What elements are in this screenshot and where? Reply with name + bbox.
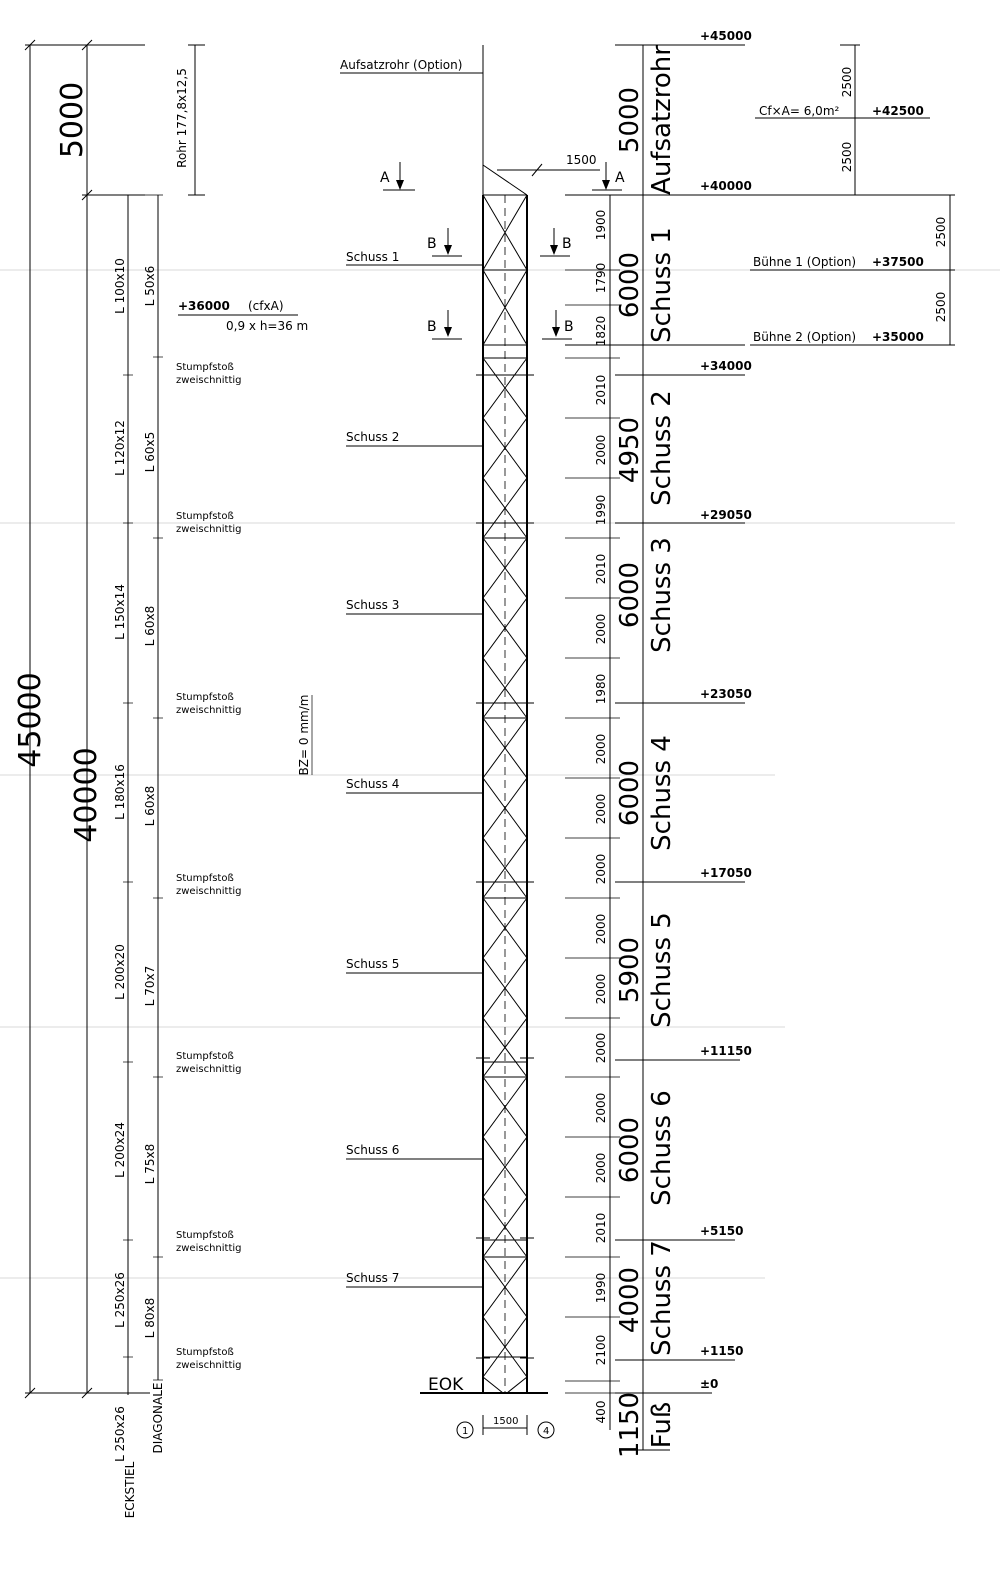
corner-profile-2: L 120x12 [113, 420, 127, 476]
corner-profile-6: L 200x24 [113, 1122, 127, 1178]
svg-text:1: 1 [462, 1426, 469, 1437]
dim-5000-left: 5000 [55, 81, 90, 159]
diagonal-profile-4: L 60x8 [143, 785, 157, 827]
corner-profile-5: L 200x20 [113, 944, 127, 1000]
right-dim-2500-4: 2500 [934, 291, 948, 323]
level-23050: +23050 [700, 687, 752, 701]
seg-1820: 1820 [594, 315, 608, 347]
pipe-label: Rohr 177,8x12,5 [175, 68, 189, 168]
seg-2000-d: 2000 [594, 793, 608, 825]
seg-2000-b: 2000 [594, 613, 608, 645]
sec-dim-6000-1: 6000 [615, 251, 645, 319]
chain-ticks [123, 357, 163, 1380]
level-40000: +40000 [700, 179, 752, 193]
level-45000: +45000 [700, 29, 752, 43]
sec-name-schuss-1: Schuss 1 [647, 227, 677, 343]
svg-text:Stumpfstoß: Stumpfstoß [176, 1051, 234, 1062]
diagonal-profile-2: L 60x5 [143, 431, 157, 473]
shot-label-3 [346, 598, 483, 614]
platform-2-label: Bühne 2 (Option) [753, 330, 857, 344]
svg-text:zweischnittig: zweischnittig [176, 886, 242, 897]
guide-lines [0, 270, 1000, 1278]
cfxa-note [178, 299, 308, 333]
seg-2000-h: 2000 [594, 1032, 608, 1064]
shot-label-6 [346, 1143, 483, 1159]
svg-text:zweischnittig: zweischnittig [176, 1360, 242, 1371]
svg-text:zweischnittig: zweischnittig [176, 375, 242, 386]
shot-label-4 [346, 777, 483, 793]
seg-2000-g: 2000 [594, 973, 608, 1005]
tower [340, 45, 625, 1438]
right-dimensions [565, 29, 955, 1458]
top-pipe-label: Aufsatzrohr (Option) [340, 58, 463, 72]
section-b-1-left [427, 228, 462, 256]
level-37500: +37500 [872, 255, 924, 269]
joint-note-1 [176, 362, 242, 386]
label-eckstiel: ECKSTIEL [123, 1461, 137, 1519]
shot-label-2 [346, 430, 483, 446]
seg-1900: 1900 [594, 209, 608, 241]
diagonal-profile-7: L 80x8 [143, 1297, 157, 1339]
diagonal-profile-1: L 50x6 [143, 265, 157, 307]
seg-2010-b: 2010 [594, 553, 608, 585]
svg-text:+36000: +36000 [178, 299, 230, 313]
sec-name-schuss-3: Schuss 3 [647, 537, 677, 653]
seg-2100: 2100 [594, 1334, 608, 1366]
level-1150: +1150 [700, 1344, 744, 1358]
right-dim-2500-1: 2500 [840, 66, 854, 98]
level-11150: +11150 [700, 1044, 752, 1058]
svg-text:Stumpfstoß: Stumpfstoß [176, 511, 234, 522]
seg-2000-c: 2000 [594, 733, 608, 765]
corner-profile-4: L 180x16 [113, 764, 127, 820]
svg-text:B: B [562, 236, 572, 252]
seg-2000-e: 2000 [594, 853, 608, 885]
svg-text:1500: 1500 [493, 1416, 519, 1427]
svg-text:B: B [427, 319, 437, 335]
sec-name-schuss-5: Schuss 5 [647, 912, 677, 1028]
dim-40000: 40000 [69, 747, 104, 843]
svg-text:zweischnittig: zweischnittig [176, 524, 242, 535]
seg-1790: 1790 [594, 262, 608, 294]
bz-note: BZ= 0 mm/m [297, 694, 311, 776]
sec-name-fuss: Fuß [647, 1401, 677, 1449]
shot-label-7 [346, 1271, 483, 1287]
right-dim-2500-2: 2500 [840, 141, 854, 173]
seg-2000-i: 2000 [594, 1092, 608, 1124]
svg-text:4: 4 [543, 1426, 550, 1437]
dim-1500-top: 1500 [566, 153, 597, 167]
seg-2000-j: 2000 [594, 1152, 608, 1184]
svg-text:zweischnittig: zweischnittig [176, 1243, 242, 1254]
svg-text:Schuss 2: Schuss 2 [346, 430, 400, 444]
section-b-2-right [542, 310, 574, 339]
level-34000: +34000 [700, 359, 752, 373]
joint-note-4 [176, 873, 242, 897]
diagonal-profile-5: L 70x7 [143, 965, 157, 1007]
seg-1990-b: 1990 [594, 1272, 608, 1304]
sec-dim-4950: 4950 [615, 416, 645, 484]
diagonal-profile-6: L 75x8 [143, 1143, 157, 1185]
ground-label: EOK [428, 1375, 464, 1395]
svg-text:B: B [564, 319, 574, 335]
seg-1980: 1980 [594, 673, 608, 705]
seg-2010-a: 2010 [594, 374, 608, 406]
level-0: ±0 [700, 1377, 719, 1391]
corner-profile-1: L 100x10 [113, 258, 127, 314]
label-diagonale: DIAGONALE [151, 1382, 165, 1454]
seg-2000-f: 2000 [594, 913, 608, 945]
svg-text:Schuss 4: Schuss 4 [346, 777, 400, 791]
sec-name-aufsatzrohr: Aufsatzrohr [647, 45, 677, 195]
level-5150: +5150 [700, 1224, 744, 1238]
sec-name-schuss-7: Schuss 7 [647, 1240, 677, 1356]
section-b-1-right [540, 228, 572, 256]
diagonal-profile-3: L 60x8 [143, 605, 157, 647]
joint-note-7 [176, 1347, 242, 1371]
segment-ticks [565, 195, 620, 1393]
sec-dim-5900: 5900 [615, 936, 645, 1004]
sec-dim-6000-4: 6000 [615, 759, 645, 827]
svg-text:Stumpfstoß: Stumpfstoß [176, 1230, 234, 1241]
svg-text:Schuss 1: Schuss 1 [346, 250, 400, 264]
svg-text:Schuss 5: Schuss 5 [346, 957, 400, 971]
section-a-left [380, 162, 415, 190]
joint-note-3 [176, 692, 242, 716]
sec-dim-6000-3: 6000 [615, 561, 645, 629]
svg-text:Stumpfstoß: Stumpfstoß [176, 873, 234, 884]
seg-1990-a: 1990 [594, 494, 608, 526]
cfxa-right: Cf×A= 6,0m² [759, 104, 840, 118]
sec-dim-5000: 5000 [615, 86, 645, 154]
svg-text:Schuss 6: Schuss 6 [346, 1143, 400, 1157]
joint-note-6 [176, 1230, 242, 1254]
level-35000: +35000 [872, 330, 924, 344]
shot-label-1 [346, 250, 483, 265]
level-42500: +42500 [872, 104, 924, 118]
platform-1-label: Bühne 1 (Option) [753, 255, 857, 269]
section-b-2-left [427, 310, 462, 339]
sec-name-schuss-2: Schuss 2 [647, 390, 677, 506]
level-17050: +17050 [700, 866, 752, 880]
corner-profile-3: L 150x14 [113, 584, 127, 640]
section-a-right [592, 162, 625, 190]
corner-profile-7: L 250x26 [113, 1272, 127, 1328]
svg-text:zweischnittig: zweischnittig [176, 705, 242, 716]
corner-profile-8: L 250x26 [113, 1406, 127, 1462]
right-dim-2500-3: 2500 [934, 216, 948, 248]
svg-text:Schuss 7: Schuss 7 [346, 1271, 400, 1285]
svg-text:Schuss 3: Schuss 3 [346, 598, 400, 612]
seg-2000-a: 2000 [594, 434, 608, 466]
svg-text:0,9 x h=36 m: 0,9 x h=36 m [226, 319, 309, 333]
svg-text:B: B [427, 236, 437, 252]
svg-text:Stumpfstoß: Stumpfstoß [176, 692, 234, 703]
sec-dim-1150: 1150 [615, 1391, 645, 1459]
joint-note-5 [176, 1051, 242, 1075]
sec-dim-4000: 4000 [615, 1266, 645, 1334]
svg-text:Stumpfstoß: Stumpfstoß [176, 362, 234, 373]
dim-45000: 45000 [13, 672, 48, 768]
svg-text:Stumpfstoß: Stumpfstoß [176, 1347, 234, 1358]
seg-2010-c: 2010 [594, 1212, 608, 1244]
sec-dim-6000-6: 6000 [615, 1116, 645, 1184]
sec-name-schuss-4: Schuss 4 [647, 735, 677, 851]
level-29050: +29050 [700, 508, 752, 522]
seg-400: 400 [594, 1400, 608, 1424]
svg-text:zweischnittig: zweischnittig [176, 1064, 242, 1075]
svg-text:(cfxA): (cfxA) [248, 299, 284, 313]
left-dimensions [13, 40, 312, 1518]
svg-text:A: A [615, 170, 625, 186]
bottom-dimension [457, 1415, 554, 1438]
sec-name-schuss-6: Schuss 6 [647, 1090, 677, 1206]
svg-text:A: A [380, 170, 390, 186]
shot-label-5 [346, 957, 483, 973]
